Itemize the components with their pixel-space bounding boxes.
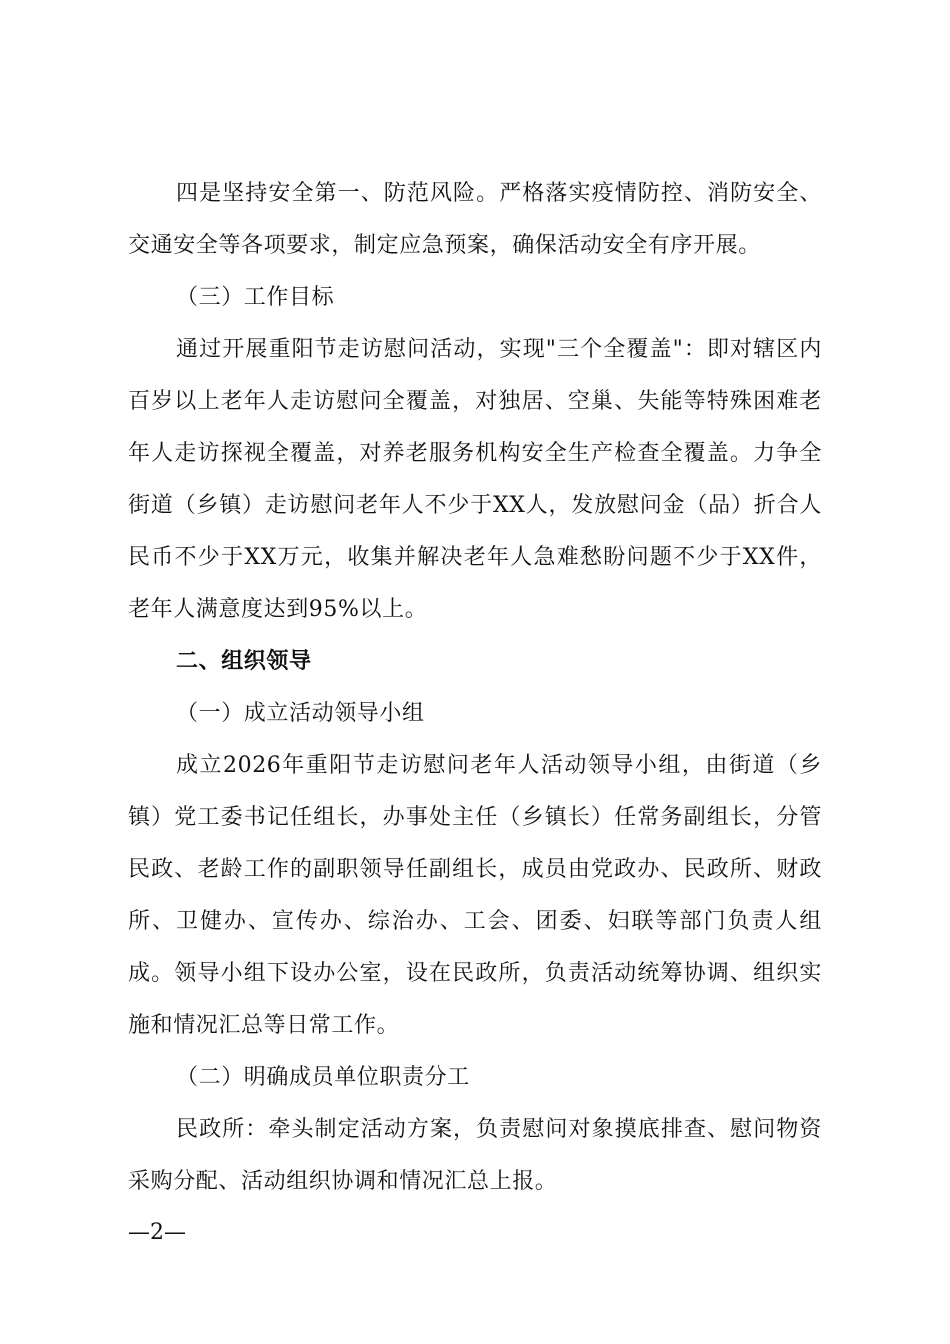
paragraph-leading-group: 成立2026年重阳节走访慰问老年人活动领导小组，由街道（乡镇）党工委书记任组长，办事处主任（乡镇长）任常务副组长，分管民政、老龄工作的副职领导任副组长，成员由党政办、民政所、财政所、卫健办、宣传办、综治办、工会、团委、妇联等部门负责人组成。领导小组下设办公室，设在民政所，负责活动统筹协调、组织实施和情况汇总等日常工作。	[128, 753, 822, 1038]
subheading-leading-group: （一）成立活动领导小组	[176, 701, 425, 726]
paragraph-safety: 四是坚持安全第一、防范风险。严格落实疫情防控、消防安全、交通安全等各项要求，制定应急预案，确保活动安全有序开展。	[128, 181, 822, 258]
section-heading-organization: 二、组织领导	[176, 649, 312, 674]
subheading-work-goals: （三）工作目标	[176, 285, 335, 310]
document-body	[128, 168, 822, 1208]
page-number: —2—	[128, 1220, 186, 1245]
paragraph-work-goals: 通过开展重阳节走访慰问活动，实现"三个全覆盖"：即对辖区内百岁以上老年人走访慰问全覆盖，对独居、空巢、失能等特殊困难老年人走访探视全覆盖，对养老服务机构安全生产检查全覆盖。力争全街道（乡镇）走访慰问老年人不少于XX人，发放慰问金（品）折合人民币不少于XX万元，收集并解决老年人急难愁盼问题不少于XX件，老年人满意度达到95%以上。	[128, 337, 822, 622]
paragraph-civil-affairs-duties: 民政所：牵头制定活动方案，负责慰问对象摸底排查、慰问物资采购分配、活动组织协调和情况汇总上报。	[128, 1117, 822, 1194]
subheading-member-duties: （二）明确成员单位职责分工	[176, 1065, 470, 1090]
